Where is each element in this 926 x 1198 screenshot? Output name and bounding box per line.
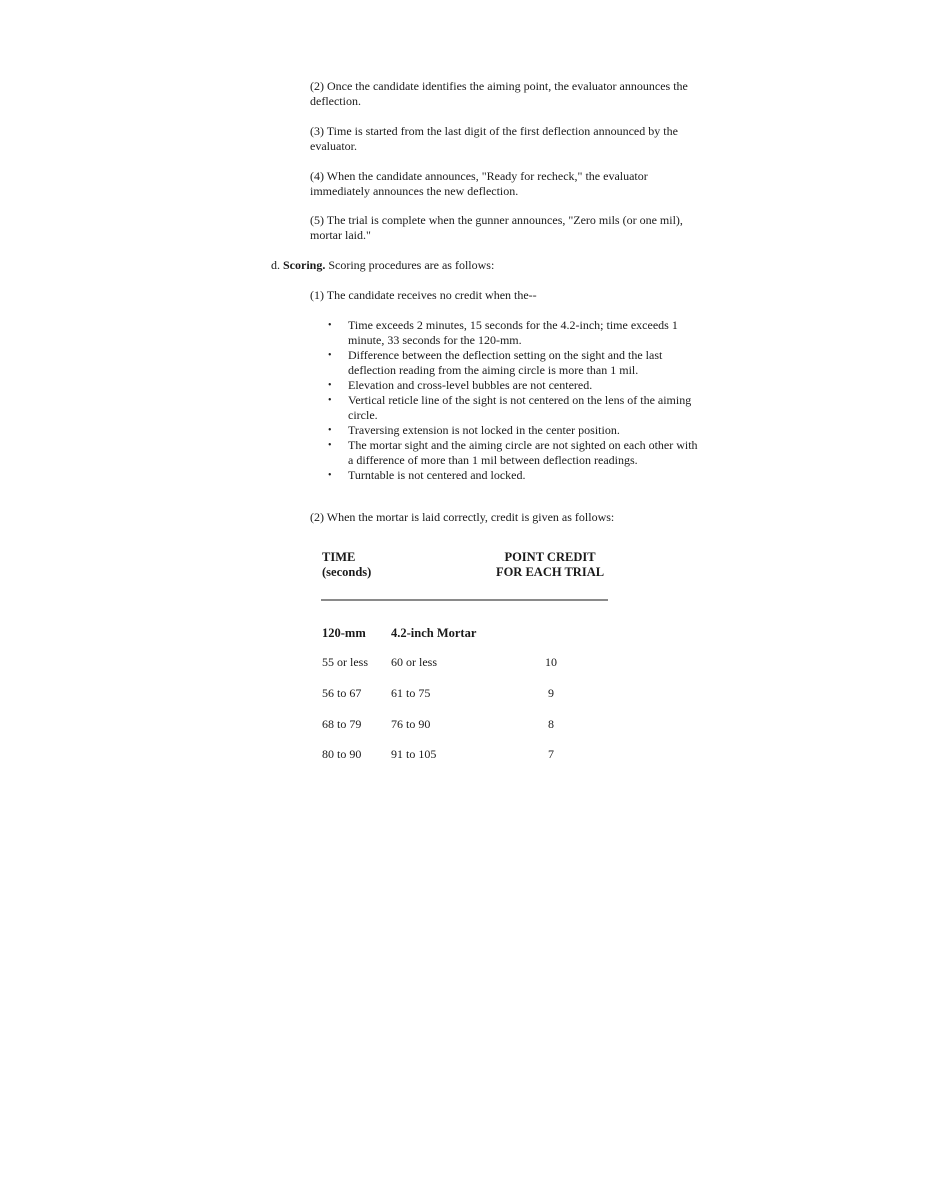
list-item: • The mortar sight and the aiming circle are not sighted on each other with a difference of more than 1 mil between deflection readings. xyxy=(328,438,703,468)
header-credit xyxy=(486,550,614,580)
cell-120mm: 80 to 90 xyxy=(322,747,362,761)
cell-120mm: 55 or less xyxy=(322,655,368,669)
cell-credit: 8 xyxy=(548,717,554,731)
subheader-120mm: 120-mm xyxy=(322,626,366,640)
list-item: • Time exceeds 2 minutes, 15 seconds for the 4.2-inch; time exceeds 1 minute, 33 seconds for the 120-mm. xyxy=(328,318,703,348)
table-divider xyxy=(321,599,608,601)
header-credit-line1: POINT CREDIT xyxy=(504,550,596,564)
header-time xyxy=(322,550,371,580)
list-item: • Traversing extension is not locked in the center position. xyxy=(328,423,703,438)
list-item: • Difference between the deflection setting on the sight and the last deflection reading from the aiming circle is more than 1 mil. xyxy=(328,348,703,378)
list-item: • Turntable is not centered and locked. xyxy=(328,468,703,483)
cell-120mm: 68 to 79 xyxy=(322,717,362,731)
scoring-heading xyxy=(271,258,711,273)
header-time-line2: (seconds) xyxy=(322,565,372,579)
cell-42inch: 91 to 105 xyxy=(391,747,437,761)
cell-credit: 9 xyxy=(548,686,554,700)
no-credit-list xyxy=(328,318,703,483)
subheader-42inch: 4.2-inch Mortar xyxy=(391,626,477,640)
no-credit-intro: (1) The candidate receives no credit when the-- xyxy=(310,288,537,302)
cell-credit: 10 xyxy=(545,655,557,669)
cell-120mm: 56 to 67 xyxy=(322,686,362,700)
cell-42inch: 76 to 90 xyxy=(391,717,431,731)
header-time-line1: TIME xyxy=(322,550,356,564)
scoring-label: Scoring. xyxy=(283,258,326,272)
paragraph-5: (5) The trial is complete when the gunner announces, "Zero mils (or one mil), mortar laid." xyxy=(310,213,683,242)
list-item: • Vertical reticle line of the sight is not centered on the lens of the aiming circle. xyxy=(328,393,703,423)
header-credit-line2: FOR EACH TRIAL xyxy=(495,565,605,579)
paragraph-3: (3) Time is started from the last digit of the first deflection announced by the evaluator. xyxy=(310,124,678,153)
paragraph-4: (4) When the candidate announces, "Ready for recheck," the evaluator immediately announces the new deflection. xyxy=(310,169,648,198)
cell-42inch: 60 or less xyxy=(391,655,437,669)
scoring-prefix: d. xyxy=(271,258,283,272)
list-item: • Elevation and cross-level bubbles are not centered. xyxy=(328,378,703,393)
credit-intro: (2) When the mortar is laid correctly, credit is given as follows: xyxy=(310,510,615,524)
cell-42inch: 61 to 75 xyxy=(391,686,431,700)
cell-credit: 7 xyxy=(548,747,554,761)
scoring-text: Scoring procedures are as follows: xyxy=(325,258,495,272)
paragraph-2: (2) Once the candidate identifies the aiming point, the evaluator announces the deflection. xyxy=(310,79,688,108)
